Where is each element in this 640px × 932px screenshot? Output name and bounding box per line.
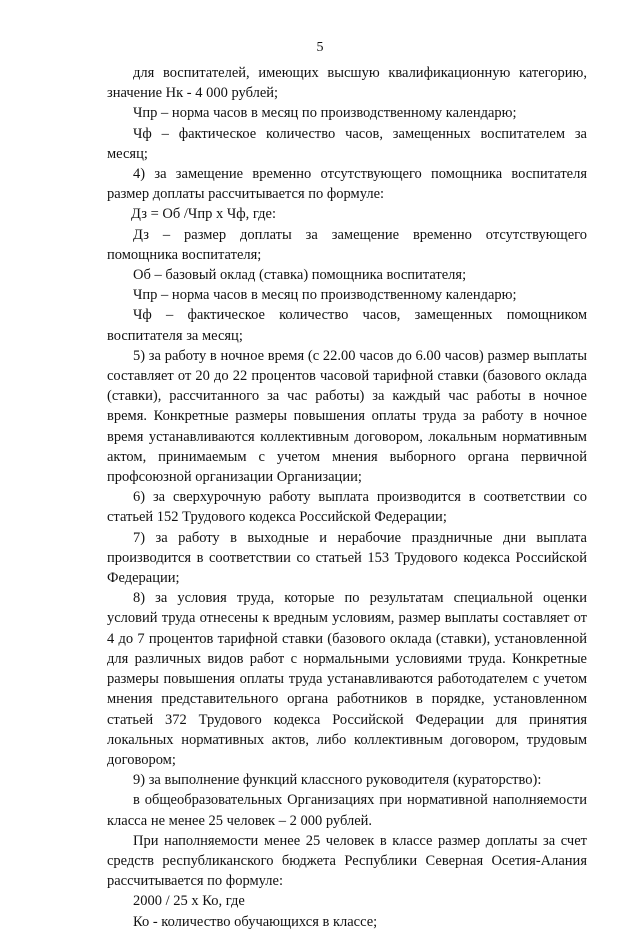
page-number: 5 <box>316 40 324 55</box>
formula-substitution: Дз = Об /Чпр х Чф, где: <box>131 206 276 223</box>
paragraph-item-4: 4) за замещение временно отсутствующего помощника воспитателя размер доплаты рассчитывается по формуле: <box>107 166 587 203</box>
paragraph-item-7: 7) за работу в выходные и нерабочие праздничные дни выплата производится в соответствии со статьей 153 Трудового кодекса Российской Федерации; <box>107 529 587 587</box>
paragraph-class-norm: в общеобразовательных Организациях при нормативной наполняемости класса не менее 25 человек – 2 000 рублей. <box>107 792 587 829</box>
document-body <box>107 63 587 932</box>
paragraph-item-5: 5) за работу в ночное время (с 22.00 часов до 6.00 часов) размер выплаты составляет от 20 до 22 процентов часовой тарифной ставки (базового оклада (ставки), рассчитанного за час работы) за каждый час работы в ночное время. Конкретные размеры повышения оплаты труда за работу в ночное время устанавливаются коллективным договором, локальным нормативным актом, принимаемым с учетом мнения выборного органа первичной профсоюзной организации Организации; <box>107 347 587 486</box>
definition-actual-hours: Чф – фактическое количество часов, замещенных воспитателем за месяц; <box>107 125 587 162</box>
definition-actual-hours-2: Чф – фактическое количество часов, замещенных помощником воспитателя за месяц; <box>107 307 587 344</box>
definition-base-salary: Об – базовый оклад (ставка) помощника воспитателя; <box>133 267 467 284</box>
paragraph-less-than-25: При наполняемости менее 25 человек в классе размер доплаты за счет средств республиканского бюджета Республики Северная Осетия-Алания рассчитывается по формуле: <box>107 832 587 890</box>
paragraph-item-8: 8) за условия труда, которые по результатам специальной оценки условий труда отнесены к вредным условиям, размер выплаты составляет от 4 до 7 процентов тарифной ставки (базового оклада (ставки), установленной для различных видов работ с нормальными условиями труда. Конкретные размеры повышения оплаты труда устанавливаются работодателем с учетом мнения представительного органа работников в порядке, установленном статьей 372 Трудового кодекса Российской Федерации для принятия локальных нормативных актов, либо коллективным договором, трудовым договором; <box>107 590 587 768</box>
definition-norm-hours: Чпр – норма часов в месяц по производственному календарю; <box>133 105 517 122</box>
paragraph-item-6: 6) за сверхурочную работу выплата производится в соответствии со статьей 152 Трудового кодекса Российской Федерации; <box>107 489 587 526</box>
definition-norm-hours-2: Чпр – норма часов в месяц по производственному календарю; <box>133 287 517 304</box>
definition-students-count: Ко - количество обучающихся в классе; <box>133 913 378 930</box>
formula-class-teacher: 2000 / 25 х Ко, где <box>133 893 245 910</box>
paragraph-norm-value: для воспитателей, имеющих высшую квалификационную категорию, значение Нк - 4 000 рублей; <box>107 65 587 102</box>
definition-surcharge: Дз – размер доплаты за замещение временно отсутствующего помощника воспитателя; <box>107 226 587 263</box>
paragraph-item-9: 9) за выполнение функций классного руководителя (кураторство): <box>133 772 542 789</box>
